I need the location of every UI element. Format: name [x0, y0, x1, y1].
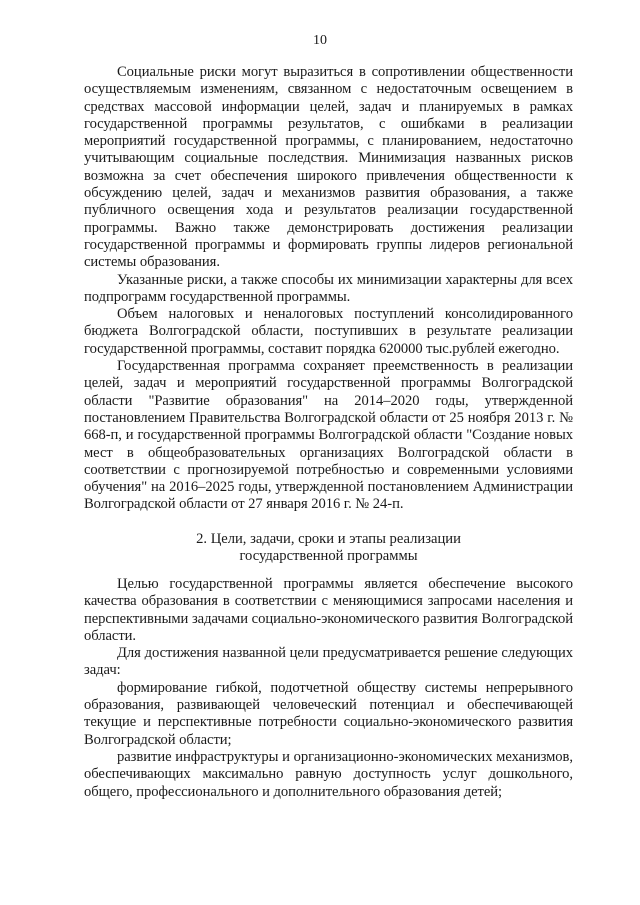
paragraph-social-risks: Социальные риски могут выразиться в сопротивлении общественности осуществляемым изменениям, связанном с недостаточным освещением в средствах массовой информации целей, задач и планируемых в рамках государственной программы результатов, с ошибками в реализации мероприятий государственной программы, с планированием, недостаточно учитывающим социальные последствия. Минимизация названных рисков возможна за счет обеспечения широкого привлечения общественности к обсуждению целей, задач и механизмов развития образования, а также публичного освещения хода и результатов реализации государственной программы. Важно также демонстрировать достижения реализации государственной программы и формировать группы лидеров региональной системы образования.: [84, 64, 573, 271]
page-number: 10: [313, 33, 327, 48]
section-heading-line-2: государственной программы: [239, 547, 418, 564]
section-text-block: [84, 576, 573, 801]
section-heading-line-1: 2. Цели, задачи, сроки и этапы реализации: [196, 531, 461, 547]
paragraph-program-goal: Целью государственной программы является обеспечение высокого качества образования в соответствии с меняющимися запросами населения и перспективными задачами социально-экономического развития Волгоградской области.: [84, 576, 573, 644]
paragraph-program-continuity: Государственная программа сохраняет преемственность в реализации целей, задач и мероприятий государственной программы Волгоградской области "Развитие образования" на 2014–2020 годы, утвержденной постановлением Правительства Волгоградской области от 25 ноября 2013 г. № 668-п, и государственной программы Волгоградской области "Создание новых мест в общеобразовательных организациях Волгоградской области в соответствии с прогнозируемой потребностью и современными условиями обучения" на 2016–2025 годы, утвержденной постановлением Администрации Волгоградской области от 27 января 2016 г. № 24-п.: [84, 358, 573, 513]
paragraph-task-infrastructure: развитие инфраструктуры и организационно-экономических механизмов, обеспечивающих максимально равную доступность услуг дошкольного, общего, профессионального и дополнительного образования детей;: [84, 748, 573, 800]
paragraph-tasks-intro: Для достижения названной цели предусматривается решение следующих задач:: [84, 645, 573, 679]
paragraph-risks-common: Указанные риски, а также способы их минимизации характерны для всех подпрограмм государственной программы.: [84, 271, 573, 305]
paragraph-budget-revenue: Объем налоговых и неналоговых поступлений консолидированного бюджета Волгоградской области, поступивших в результате реализации государственной программы, составит порядка 620000 тыс.рублей ежегодно.: [84, 306, 573, 357]
paragraph-task-flexible-system: формирование гибкой, подотчетной обществу системы непрерывного образования, развивающей человеческий потенциал и обеспечивающей текущие и перспективные потребности социально-экономического развития Волгоградской области;: [84, 679, 573, 748]
section-heading: [84, 531, 573, 564]
intro-text-block: [84, 64, 573, 514]
